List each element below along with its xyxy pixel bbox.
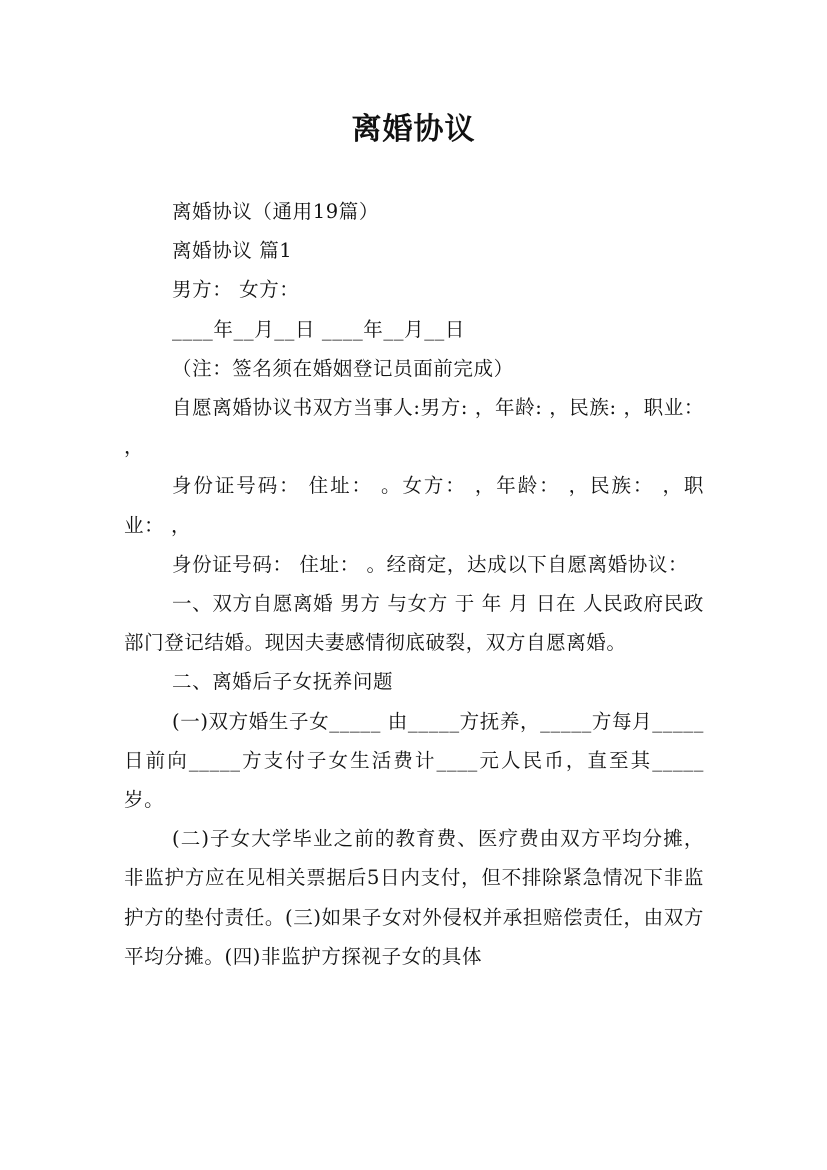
paragraph-agreement-intro: 身份证号码： 住址： 。经商定，达成以下自愿离婚协议： bbox=[172, 552, 689, 576]
paragraph-dates: ____年__月__日 ____年__月__日 bbox=[172, 317, 465, 341]
paragraph-parties-female: 身份证号码： 住址： 。女方： ，年龄： ，民族： ，职业： ， bbox=[124, 474, 704, 537]
paragraph-clause-2-2: (二)子女大学毕业之前的教育费、医疗费由双方平均分摊，非监护方应在见相关票据后5日内支付，但不排除紧急情况下非监护方的垫付责任。(三)如果子女对外侵权并承担赔偿责任，由双方平均分摊。(四)非监护方探视子女的具体 bbox=[124, 827, 704, 968]
paragraph-parties-male: 自愿离婚协议书双方当事人:男方: ，年龄: ，民族: ，职业： ， bbox=[124, 396, 704, 459]
paragraph-section-heading: 离婚协议 篇1 bbox=[172, 239, 293, 263]
paragraph-note: （注：签名须在婚姻登记员面前完成） bbox=[172, 356, 514, 380]
document-body bbox=[124, 192, 704, 976]
paragraph-clause-1: 一、双方自愿离婚 男方 与女方 于 年 月 日在 人民政府民政部门登记结婚。现因夫妻感情彻底破裂，双方自愿离婚。 bbox=[124, 592, 704, 655]
paragraph-signatures: 男方： 女方： bbox=[172, 278, 300, 302]
paragraph-subtitle: 离婚协议（通用19篇） bbox=[172, 200, 379, 223]
paragraph-clause-2-1: (一)双方婚生子女_____ 由_____方抚养，_____方每月_____日前向_____方支付子女生活费计____元人民币，直至其_____岁。 bbox=[124, 709, 704, 812]
document-title: 离婚协议 bbox=[351, 112, 476, 147]
paragraph-clause-2-heading: 二、离婚后子女抚养问题 bbox=[172, 670, 394, 694]
